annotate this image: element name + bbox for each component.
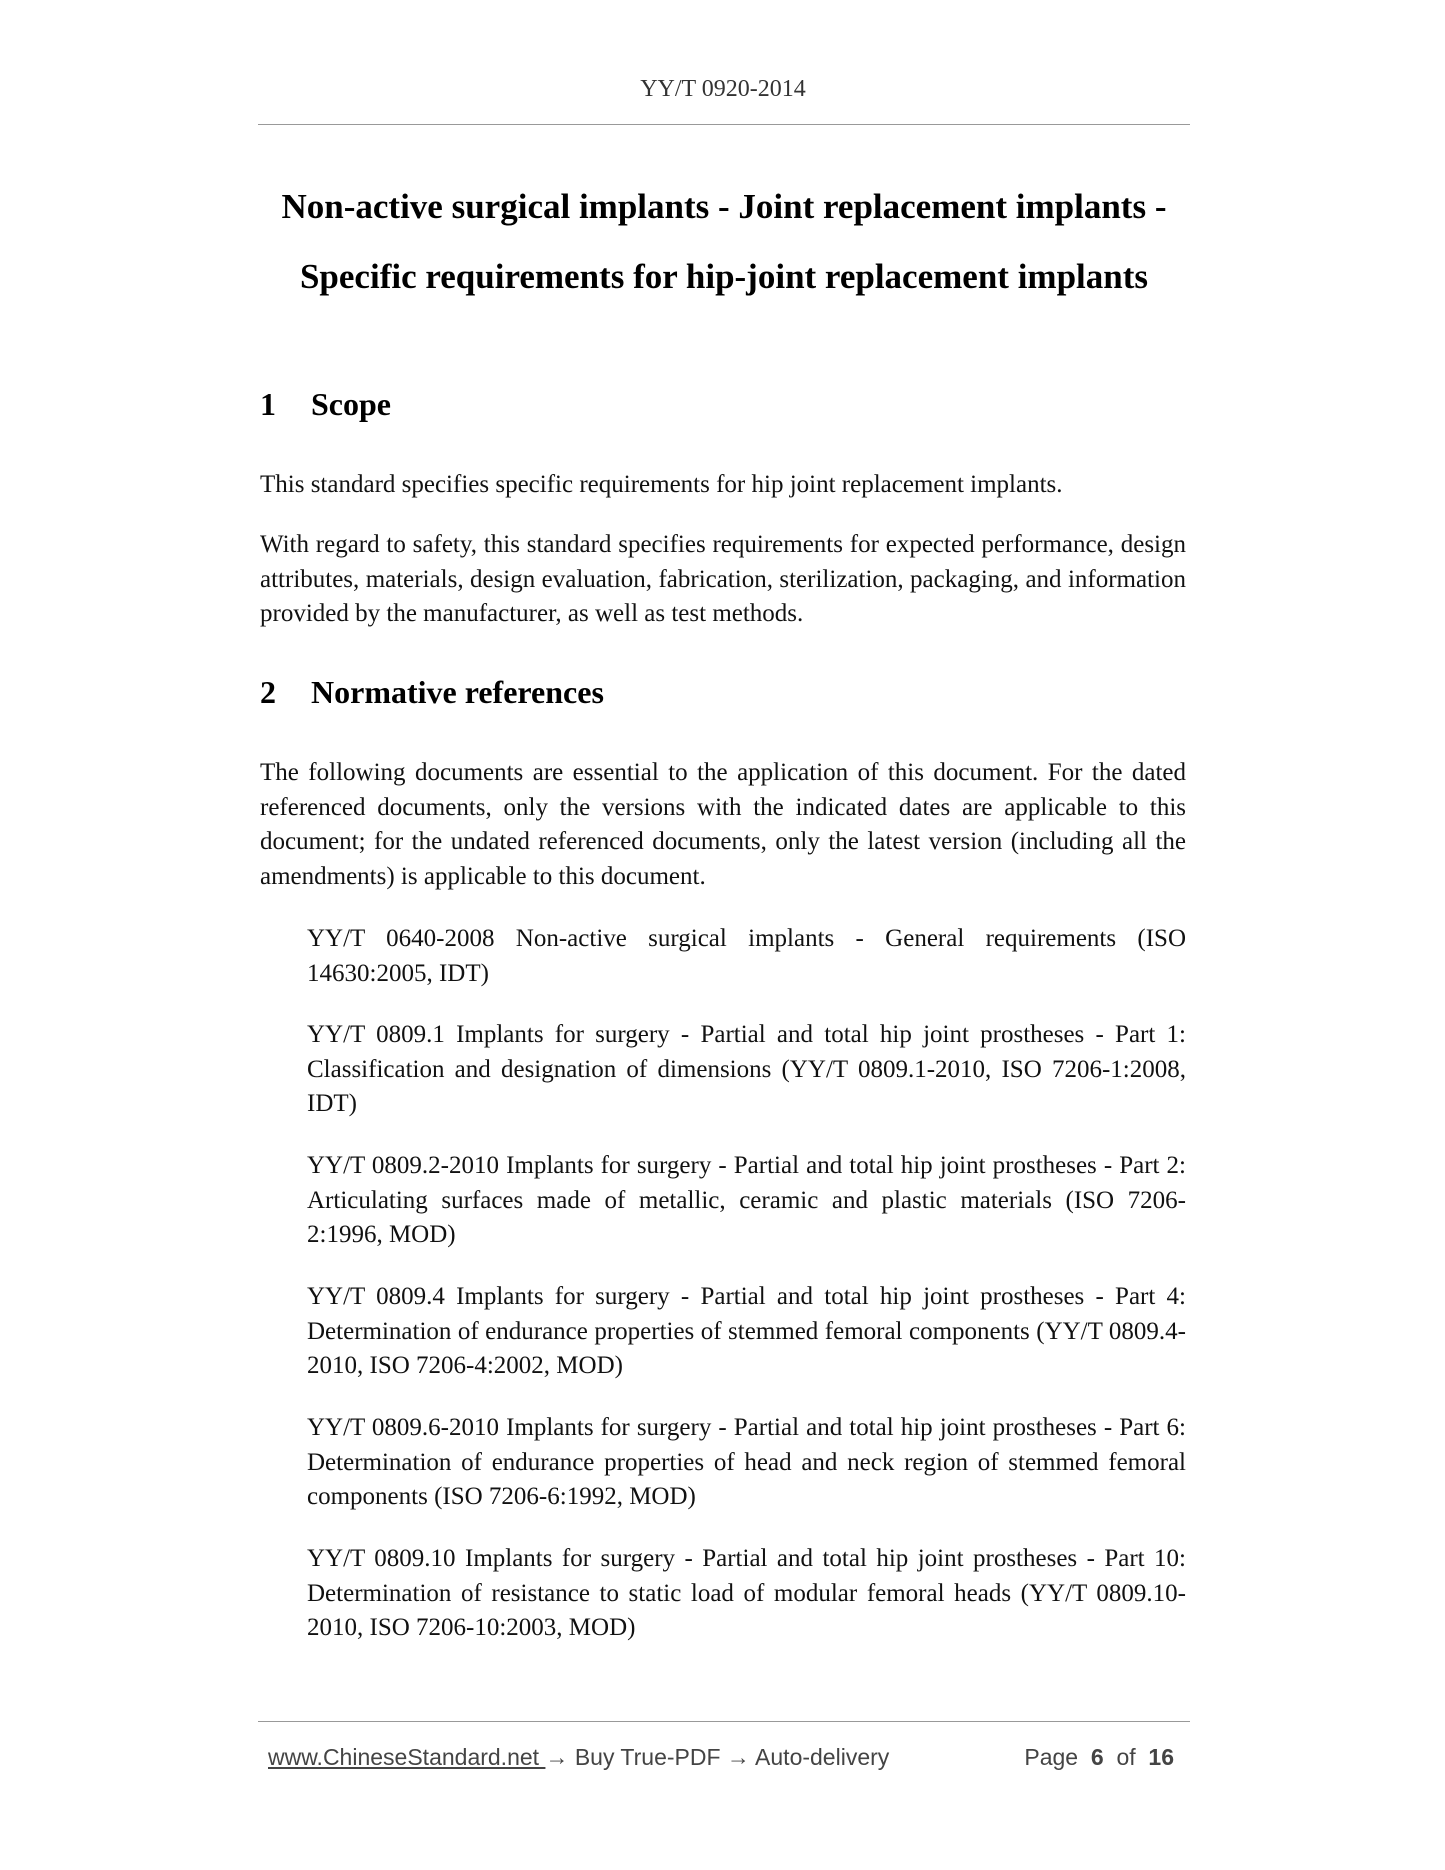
reference-item: YY/T 0809.6-2010 Implants for surgery - Partial and total hip joint prostheses - Part 6: Determination of endurance properties of head and neck region of stemmed femoral components (ISO 7206-6:1992, MOD) [307,1414,1186,1510]
section-heading-scope [260,386,391,423]
title-line-2: Specific requirements for hip-joint replacement implants [299,257,1149,296]
auto-delivery-text: Auto-delivery [749,1744,890,1770]
references-intro-paragraph: The following documents are essential to the application of this document. For the dated referenced documents, only the versions with the indicated dates are applicable to this document; for the undated referenced documents, only the latest version (including all the amendments) is applicable to this document. [260,759,1186,890]
reference-item: YY/T 0809.4 Implants for surgery - Partial and total hip joint prostheses - Part 4: Determination of endurance properties of stemmed femoral components (YY/T 0809.4-2010, ISO 7206-4:2002, MOD) [307,1283,1186,1379]
section-title: Scope [311,386,391,422]
section-number: 2 [260,674,276,710]
website-link[interactable]: www.ChineseStandard.net [268,1744,546,1770]
scope-paragraph: This standard specifies specific requirements for hip joint replacement implants. [260,471,1063,498]
running-header: YY/T 0920-2014 [640,76,806,102]
buy-true-pdf-text: Buy True-PDF [568,1744,727,1770]
scope-paragraph: With regard to safety, this standard specifies requirements for expected performance, design attributes, materials, design evaluation, fabrication, sterilization, packaging, and information provided by the manufacturer, as well as test methods. [260,531,1186,627]
section-heading-normative-references [260,674,604,711]
page-label: Page [1024,1744,1079,1770]
page-number: 6 [1090,1744,1104,1770]
arrow-right-icon: → [726,1744,750,1770]
total-pages: 16 [1148,1744,1174,1770]
section-number: 1 [260,386,276,422]
reference-item: YY/T 0809.2-2010 Implants for surgery - Partial and total hip joint prostheses - Part 2: Articulating surfaces made of metallic, ceramic and plastic materials (ISO 7206-2:1996, MOD) [307,1152,1186,1248]
page-indicator [1024,1744,1174,1771]
header-rule [258,124,1190,125]
page-footer [268,1744,1180,1776]
of-label: of [1116,1744,1136,1770]
reference-item: YY/T 0640-2008 Non-active surgical implants - General requirements (ISO 14630:2005, IDT) [307,925,1186,987]
reference-item: YY/T 0809.1 Implants for surgery - Partial and total hip joint prostheses - Part 1: Classification and designation of dimensions (YY/T 0809.1-2010, ISO 7206-1:2008, IDT) [307,1021,1186,1117]
footer-rule [258,1721,1190,1722]
reference-item: YY/T 0809.10 Implants for surgery - Partial and total hip joint prostheses - Part 10: Determination of resistance to static load of modular femoral heads (YY/T 0809.10-2010, ISO 7206-10:2003, MOD) [307,1545,1186,1641]
arrow-right-icon: → [545,1744,569,1770]
section-title: Normative references [311,674,604,710]
document-title [258,172,1190,312]
footer-promo [268,1744,889,1771]
title-line-1: Non-active surgical implants - Joint replacement implants - [281,187,1167,226]
